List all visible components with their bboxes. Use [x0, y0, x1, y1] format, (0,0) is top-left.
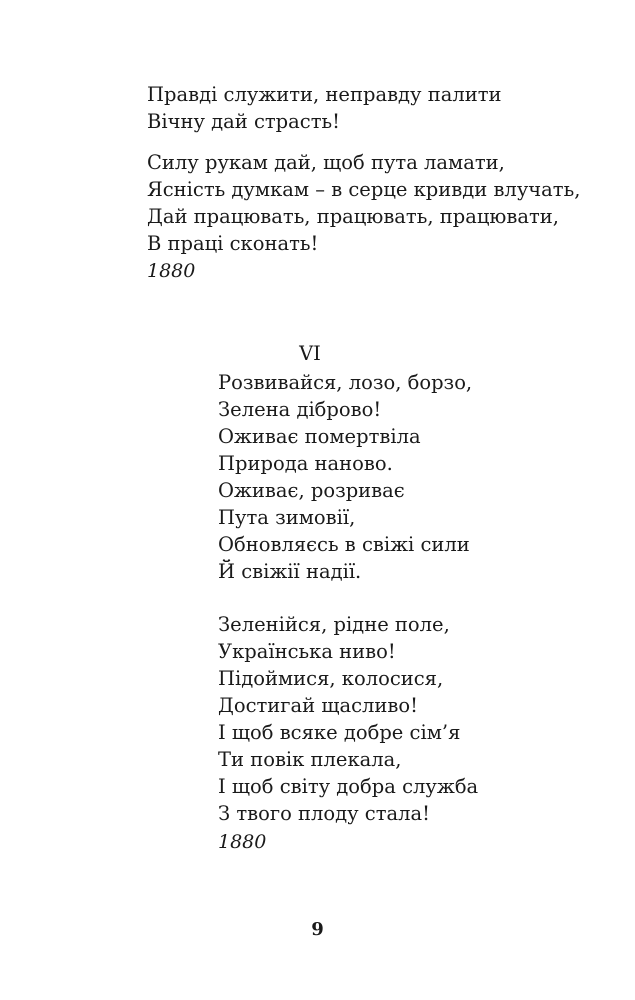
- poem-line: Зеленійся, рідне поле,: [218, 613, 450, 636]
- poem-vi-stanza-2: [218, 611, 478, 827]
- poem-line: Вічну дай страсть!: [147, 110, 340, 133]
- poem-line: В праці сконать!: [147, 232, 319, 255]
- poem-line: Підоймися, колосися,: [218, 667, 444, 690]
- poem-line: Обновляєсь в свіжі сили: [218, 533, 470, 556]
- poem-line: Ти повік плекала,: [218, 748, 402, 771]
- poem-line: Оживає помертвіла: [218, 425, 421, 448]
- poem-v-stanza-1: [147, 81, 502, 135]
- poem-line: Природа наново.: [218, 452, 393, 475]
- poem-line: Дай працювать, працювать, працювати,: [147, 205, 559, 228]
- poem-line: Оживає, розриває: [218, 479, 405, 502]
- poem-line: Ясність думкам – в серце кривди влучать,: [147, 178, 581, 201]
- poem-line: І щоб світу добра служба: [218, 775, 479, 798]
- poem-vi-heading: VI: [299, 342, 321, 365]
- page-number: 9: [311, 919, 324, 940]
- poem-line: Правді служити, неправду палити: [147, 83, 502, 106]
- poem-line: Й свіжії надії.: [218, 560, 362, 583]
- poem-line: Пута зимовії,: [218, 506, 356, 529]
- poem-vi-date: 1880: [218, 831, 267, 853]
- poem-line: Достигай щасливо!: [218, 694, 418, 717]
- poem-v-stanza-2: [147, 149, 580, 257]
- poem-line: Українська ниво!: [218, 640, 396, 663]
- poem-v-date: 1880: [147, 260, 196, 282]
- poem-line: Розвивайся, лозо, борзо,: [218, 371, 473, 394]
- poem-line: І щоб всяке добре сім’я: [218, 721, 461, 744]
- poem-line: Силу рукам дай, щоб пута ламати,: [147, 151, 505, 174]
- poem-line: З твого плоду стала!: [218, 802, 430, 825]
- poem-vi-stanza-1: [218, 369, 472, 585]
- poem-line: Зелена діброво!: [218, 398, 382, 421]
